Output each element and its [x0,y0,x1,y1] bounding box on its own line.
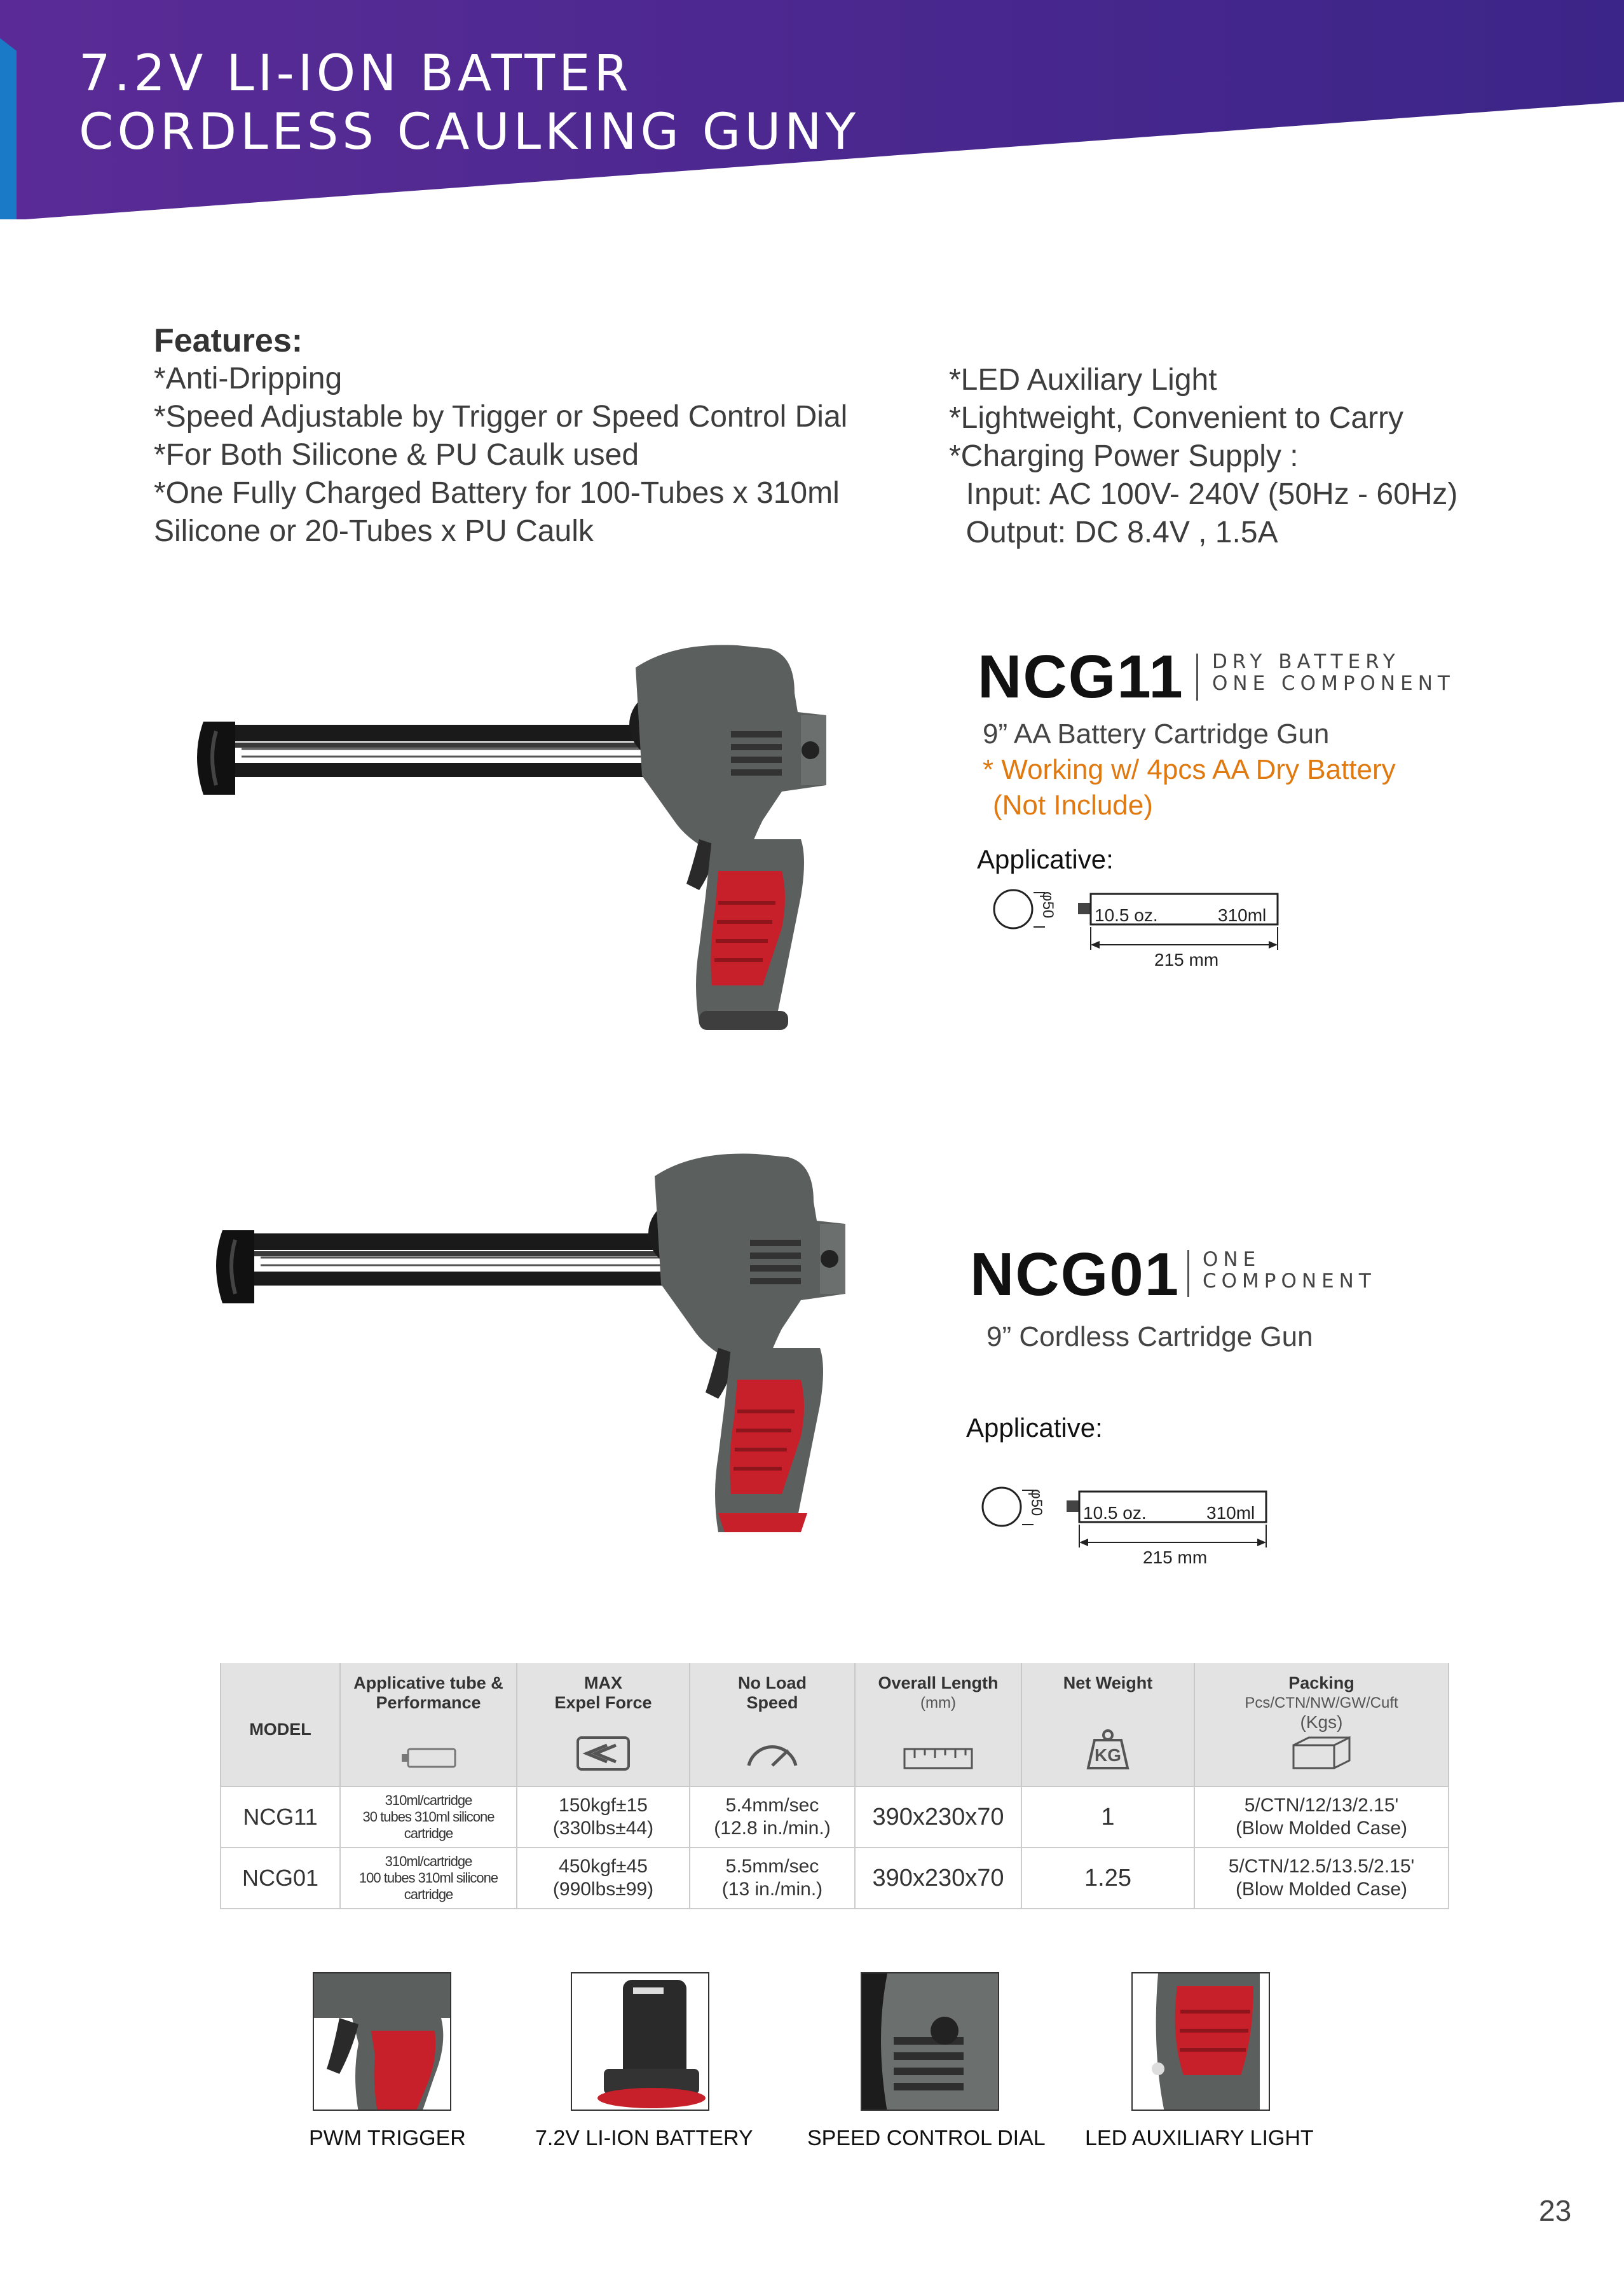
feature-item: *One Fully Charged Battery for 100-Tubes x 310ml [154,476,840,510]
header-label: Net Weight [1063,1673,1153,1692]
header-label: MAX [584,1673,622,1692]
model-name-ncg11: NCG11 [978,643,1184,711]
page-title [79,45,859,161]
cartridge-icon [397,1745,460,1771]
cell-weight: 1 [1021,1787,1194,1848]
cartridge-diameter: φ50 [1028,1489,1045,1516]
cell-line: cartridge [404,1825,453,1841]
applicative-label-ncg11: Applicative: [977,844,1114,874]
title-line-2: CORDLESS CAULKING GUNY [79,104,860,161]
spec-table [220,1663,1449,1909]
col-header-model [221,1663,340,1787]
model-divider [1196,654,1198,701]
thumbnail-label: 7.2V LI-ION BATTERY [535,2126,753,2150]
header-label: Performance [376,1693,481,1712]
col-header-force [517,1663,690,1787]
header-label: Packing [1288,1673,1354,1692]
cell-packing [1194,1787,1449,1848]
col-header-length [855,1663,1021,1787]
expel-force-icon [577,1736,630,1771]
model-desc-line: DRY BATTERY [1212,650,1400,673]
speed-dial-image [862,1973,999,2111]
model-desc-line: ONE COMPONENT [1212,672,1455,695]
cell-speed [690,1848,855,1909]
feature-item: *Lightweight, Convenient to Carry [949,401,1404,435]
kg-weight-icon [1086,1729,1130,1771]
header-unit: (Kgs) [1300,1712,1343,1732]
header-label: Applicative tube & [353,1673,503,1692]
model-name-ncg01: NCG01 [970,1240,1180,1308]
features-list-left [154,360,917,551]
col-header-applicative [340,1663,517,1787]
cell-force [517,1848,690,1909]
thumbnail-label: PWM TRIGGER [309,2126,466,2150]
ruler-icon [903,1745,973,1771]
battery-image [572,1973,709,2111]
thumbnail-led-light [1131,1972,1270,2111]
cartridge-diagram-ncg01 [980,1481,1273,1570]
feature-item: *LED Auxiliary Light [949,363,1217,397]
cartridge-oz: 10.5 oz. [1083,1503,1147,1523]
product-note-ncg11: * Working w/ 4pcs AA Dry Battery [983,754,1396,785]
cell-model: NCG11 [221,1787,340,1848]
cell-line: 5.4mm/sec [725,1795,819,1816]
feature-item: Output: DC 8.4V , 1.5A [949,516,1278,549]
features-heading: Features: [154,322,303,359]
led-light-image [1133,1973,1270,2111]
header-label: MODEL [249,1720,311,1739]
cell-line: 5/CTN/12.5/13.5/2.15' [1228,1856,1415,1877]
table-row [221,1787,1449,1848]
cell-line: (Blow Molded Case) [1235,1818,1408,1839]
cell-line: (990lbs±99) [552,1879,654,1900]
header-label: No Load [738,1673,807,1692]
cell-line: 150kgf±15 [559,1795,648,1816]
feature-item: *For Both Silicone & PU Caulk used [154,438,639,472]
cell-weight: 1.25 [1021,1848,1194,1909]
col-header-weight [1021,1663,1194,1787]
cell-line: 100 tubes 310ml silicone [358,1870,498,1886]
feature-item: *Speed Adjustable by Trigger or Speed Control Dial [154,400,848,434]
cell-model: NCG01 [221,1848,340,1909]
header-label: Overall Length [878,1673,999,1692]
cartridge-ml: 310ml [1206,1503,1255,1523]
cell-packing [1194,1848,1449,1909]
cell-line: 310ml/cartridge [385,1853,472,1869]
header-unit: (mm) [920,1694,956,1712]
cell-line: cartridge [404,1886,453,1902]
cartridge-length: 215 mm [1154,950,1219,970]
model-desc-line: ONE [1203,1248,1261,1271]
cell-applicative [340,1848,517,1909]
cell-length: 390x230x70 [855,1787,1021,1848]
table-row [221,1848,1449,1909]
thumbnail-label: SPEED CONTROL DIAL [807,2126,1046,2150]
model-desc-ncg11 [1212,651,1455,694]
feature-item: *Anti-Dripping [154,362,343,395]
product-note-ncg11-2: (Not Include) [993,790,1153,821]
cell-force [517,1787,690,1848]
caulking-gun-image [210,1138,845,1545]
cartridge-diameter: φ50 [1039,891,1056,919]
applicative-label-ncg01: Applicative: [966,1413,1103,1443]
table-header-row [221,1663,1449,1787]
cell-line: 310ml/cartridge [385,1792,472,1808]
cell-length: 390x230x70 [855,1848,1021,1909]
cell-line: 5/CTN/12/13/2.15' [1244,1795,1399,1816]
model-divider [1187,1250,1189,1297]
cartridge-drawing [980,1481,1273,1570]
feature-item: Silicone or 20-Tubes x PU Caulk [154,514,594,548]
cell-line: (13 in./min.) [721,1879,823,1900]
header-banner [0,0,1624,219]
carton-box-icon [1290,1735,1353,1771]
title-line-1: 7.2V LI-ION BATTER [79,45,632,102]
kg-label: KG [1095,1745,1121,1765]
cartridge-ml: 310ml [1218,905,1267,925]
page-number: 23 [1539,2194,1572,2227]
thumbnail-label: LED AUXILIARY LIGHT [1085,2126,1314,2150]
cartridge-drawing [992,884,1284,973]
trigger-closeup-image [314,1973,451,2111]
feature-item: *Charging Power Supply : [949,439,1299,473]
header-label: Expel Force [554,1693,652,1712]
caulking-gun-image [191,629,826,1036]
cell-line: 5.5mm/sec [725,1856,819,1877]
header-label: Speed [746,1693,798,1712]
features-list-right [949,361,1585,552]
cell-line: (330lbs±44) [552,1818,654,1839]
feature-item: Input: AC 100V- 240V (50Hz - 60Hz) [949,477,1458,511]
cell-line: 450kgf±45 [559,1856,648,1877]
cell-line: 30 tubes 310ml silicone [362,1809,495,1825]
cartridge-length: 215 mm [1143,1547,1208,1567]
thumbnail-pwm-trigger [313,1972,451,2111]
cell-speed [690,1787,855,1848]
col-header-speed [690,1663,855,1787]
cartridge-oz: 10.5 oz. [1095,905,1158,925]
speedometer-icon [744,1736,801,1771]
thumbnail-battery [571,1972,709,2111]
product-subtitle-ncg11: 9” AA Battery Cartridge Gun [983,718,1330,750]
cartridge-diagram-ncg11 [992,884,1284,973]
cell-applicative [340,1787,517,1848]
product-subtitle-ncg01: 9” Cordless Cartridge Gun [986,1321,1313,1352]
thumbnail-speed-dial [861,1972,999,2111]
header-sub: Pcs/CTN/NW/GW/Cuft [1245,1694,1398,1712]
model-desc-ncg01 [1203,1249,1376,1292]
cell-line: (Blow Molded Case) [1235,1879,1408,1900]
col-header-packing [1194,1663,1449,1787]
model-desc-line: COMPONENT [1203,1270,1376,1293]
cell-line: (12.8 in./min.) [714,1818,831,1839]
